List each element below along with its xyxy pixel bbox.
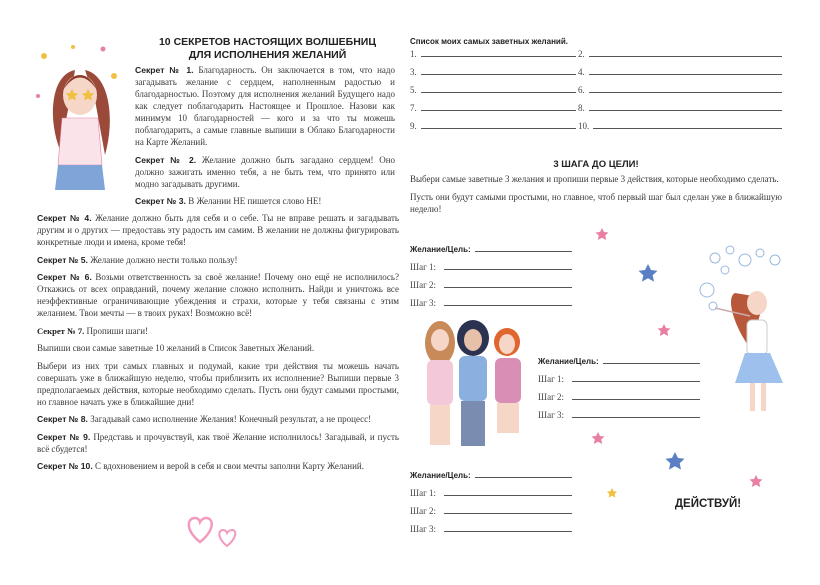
step-label: Шаг 3:: [538, 410, 565, 420]
wish-list-row[interactable]: [410, 85, 576, 95]
secret-label: Секрет № 4.: [37, 213, 92, 223]
step-input-line[interactable]: [444, 269, 572, 270]
right-page: [410, 0, 820, 585]
step-label: Шаг 3:: [410, 524, 437, 534]
goal-block-1: [410, 240, 572, 308]
title-line-1: 10 СЕКРЕТОВ НАСТОЯЩИХ ВОЛШЕБНИЦ: [158, 36, 377, 48]
step-row[interactable]: [410, 516, 572, 534]
wish-input-line[interactable]: [421, 56, 576, 57]
secret-text: Желание должно быть для себя и о себе. Ты не вправе решать и загадывать другим и о других — предоставь эту радость им самим. В желании не должны фигурировать конкретные люди и имена, кроме тебя!: [37, 213, 400, 247]
secret-label: Секрет № 5.: [37, 254, 88, 265]
wish-number: 3.: [410, 67, 417, 77]
page-title: [140, 36, 395, 62]
secret-label: Секрет № 1.: [135, 65, 194, 75]
goal-label: Желание/Цель:: [410, 471, 471, 480]
goal-label: Желание/Цель:: [410, 245, 471, 254]
steps-intro: [410, 173, 782, 220]
wish-list-title: Список моих самых заветных желаний.: [410, 37, 568, 46]
step-label: Шаг 1:: [538, 374, 565, 384]
secret-label: Секрет № 2.: [135, 154, 197, 165]
para-write: Выпиши свои самые заветные 10 желаний в Список Заветных Желаний.: [37, 343, 315, 353]
goal-row[interactable]: [410, 466, 572, 480]
wish-number: 5.: [410, 85, 417, 95]
step-row[interactable]: [410, 254, 572, 272]
secret-2: [135, 154, 395, 190]
step-label: Шаг 2:: [410, 506, 437, 516]
steps-title: 3 ШАГА ДО ЦЕЛИ!: [553, 159, 639, 170]
wish-input-line[interactable]: [421, 74, 576, 75]
secret-10: [37, 460, 399, 472]
secret-label: Секрет № 6.: [37, 272, 92, 282]
wish-number: 4.: [578, 67, 585, 77]
star-icon: [592, 432, 605, 444]
step-row[interactable]: [410, 290, 572, 308]
wish-input-line[interactable]: [589, 110, 782, 111]
step-row[interactable]: [410, 272, 572, 290]
step-input-line[interactable]: [444, 513, 572, 514]
step-input-line[interactable]: [444, 305, 572, 306]
wish-number: 10.: [578, 121, 590, 131]
secret-6: [37, 271, 399, 319]
step-input-line[interactable]: [444, 531, 572, 532]
goal-input-line[interactable]: [475, 477, 572, 478]
step-label: Шаг 1:: [410, 262, 437, 272]
secret-4: [37, 212, 399, 248]
secret-text: В Желании НЕ пишется слово НЕ!: [188, 196, 322, 206]
wish-number: 7.: [410, 103, 417, 113]
star-icon: [666, 452, 685, 470]
star-icon: [607, 488, 617, 498]
wish-number: 2.: [578, 49, 585, 59]
goal-label: Желание/Цель:: [538, 357, 599, 366]
secret-8: [37, 413, 399, 425]
secret-text: Благодарность. Он заключается в том, что надо загадывать желание с сердцем, наполненным радостью и благодарностью. Поэтому для исполнения желаний Будущего надо как следует поблагодарить Настоящее и Прошлое. Назови как минимум 10 благодарностей — кого и за что ты можешь поблагодарить, а самые главные выпиши в Облако Благодарности на Карте Желаний.: [135, 65, 396, 147]
step-label: Шаг 2:: [410, 280, 437, 290]
wish-number: 8.: [578, 103, 585, 113]
step-label: Шаг 1:: [410, 488, 437, 498]
wish-number: 1.: [410, 49, 417, 59]
wish-list-row[interactable]: [410, 121, 576, 131]
action-slogan: ДЕЙСТВУЙ!: [674, 498, 742, 510]
secret-text: Пропиши шаги!: [86, 325, 149, 336]
secret-1: [135, 64, 395, 148]
star-icon: [750, 475, 763, 487]
wish-number: 6.: [578, 85, 585, 95]
goal-input-line[interactable]: [475, 251, 572, 252]
wish-input-line[interactable]: [589, 92, 782, 93]
three-girls-illustration: [415, 318, 533, 453]
secret-text: Желание должно нести только пользу!: [90, 254, 238, 265]
star-icon: [639, 264, 658, 282]
secret-label: Секрет № 7.: [37, 325, 85, 336]
secret-text: Представь и прочувствуй, как твоё Желание исполнилось! Загадывай, и пусть всё сбудется!: [37, 431, 400, 454]
step-row[interactable]: [410, 498, 572, 516]
secret-7: [37, 325, 399, 337]
wish-input-line[interactable]: [421, 110, 576, 111]
secret-text: Загадывай само исполнение Желания! Конечный результат, а не процесс!: [90, 414, 372, 424]
step-row[interactable]: [410, 480, 572, 498]
secrets-bottom: [37, 212, 399, 478]
wish-input-line[interactable]: [593, 128, 782, 129]
wish-list-row[interactable]: [410, 103, 576, 113]
goal-block-3: [410, 466, 572, 534]
step-input-line[interactable]: [444, 287, 572, 288]
secret-5: [37, 254, 399, 266]
wish-list-row[interactable]: [578, 103, 782, 113]
steps-para-2: Пусть они будут самыми простыми, но главное, чтоб первый шаг был сделан уже в ближайшую неделю!: [410, 191, 782, 214]
secret-text: Желание должно быть загадано сердцем! Оно должно зажигать именно тебя, а не быть тем, что принято или модно загадывать другими.: [135, 154, 396, 189]
wish-list-row[interactable]: [578, 49, 782, 59]
secret-label: Секрет № 3.: [135, 196, 186, 206]
star-icon: [596, 228, 609, 240]
steps-para-1: Выбери самые заветные 3 желания и пропиши первые 3 действия, которые необходимо сделать.: [410, 174, 779, 184]
step-input-line[interactable]: [444, 495, 572, 496]
star-icon: [658, 324, 671, 336]
title-line-2: ДЛЯ ИСПОЛНЕНИЯ ЖЕЛАНИЙ: [188, 49, 347, 61]
secrets-top: [135, 64, 395, 213]
secret-label: Секрет № 9.: [37, 431, 91, 442]
secret-label: Секрет № 10.: [37, 461, 93, 471]
girl-with-star-glasses-illustration: [30, 40, 130, 205]
wish-list-row[interactable]: [578, 67, 782, 77]
goal-row[interactable]: [410, 240, 572, 254]
wish-list-row[interactable]: [578, 121, 782, 131]
wish-input-line[interactable]: [589, 74, 782, 75]
secret-9: [37, 431, 399, 455]
secret-3: [135, 195, 395, 207]
para-choose: Выбери из них три самых главных и подумай, какие три действия ты можешь начать совершать уже в ближайшую неделю, чтобы приблизить их исполнение? Выпиши первые 3 предполагаемых действия, которые необходимо сделать. Пусть они будут самыми простыми, но главное начать уже в ближайшие дни!: [37, 360, 399, 407]
hearts-icon: [185, 510, 245, 550]
wish-list-row[interactable]: [578, 85, 782, 95]
secret-text: Возьми ответственность за своё желание! Почему оно ещё не исполнилось? Откажись от всех оправданий, почему желание сложно исполнить. Найди и уничтожь все неэффективные ограничивающие убеждения и страхи, которые у тебя связаны с этим желанием. Твои мечты — в твоих руках! Возможно всё!: [37, 272, 400, 318]
step-label: Шаг 3:: [410, 298, 437, 308]
wish-list-row[interactable]: [410, 67, 576, 77]
step-label: Шаг 2:: [538, 392, 565, 402]
wish-input-line[interactable]: [421, 92, 576, 93]
secret-text: С вдохновением и верой в себя и свои мечты заполни Карту Желаний.: [94, 461, 365, 471]
wish-number: 9.: [410, 121, 417, 131]
stars-decoration: [580, 220, 780, 510]
wish-input-line[interactable]: [421, 128, 576, 129]
secret-label: Секрет № 8.: [37, 414, 88, 424]
wish-input-line[interactable]: [589, 56, 782, 57]
wish-list-row[interactable]: [410, 49, 576, 59]
